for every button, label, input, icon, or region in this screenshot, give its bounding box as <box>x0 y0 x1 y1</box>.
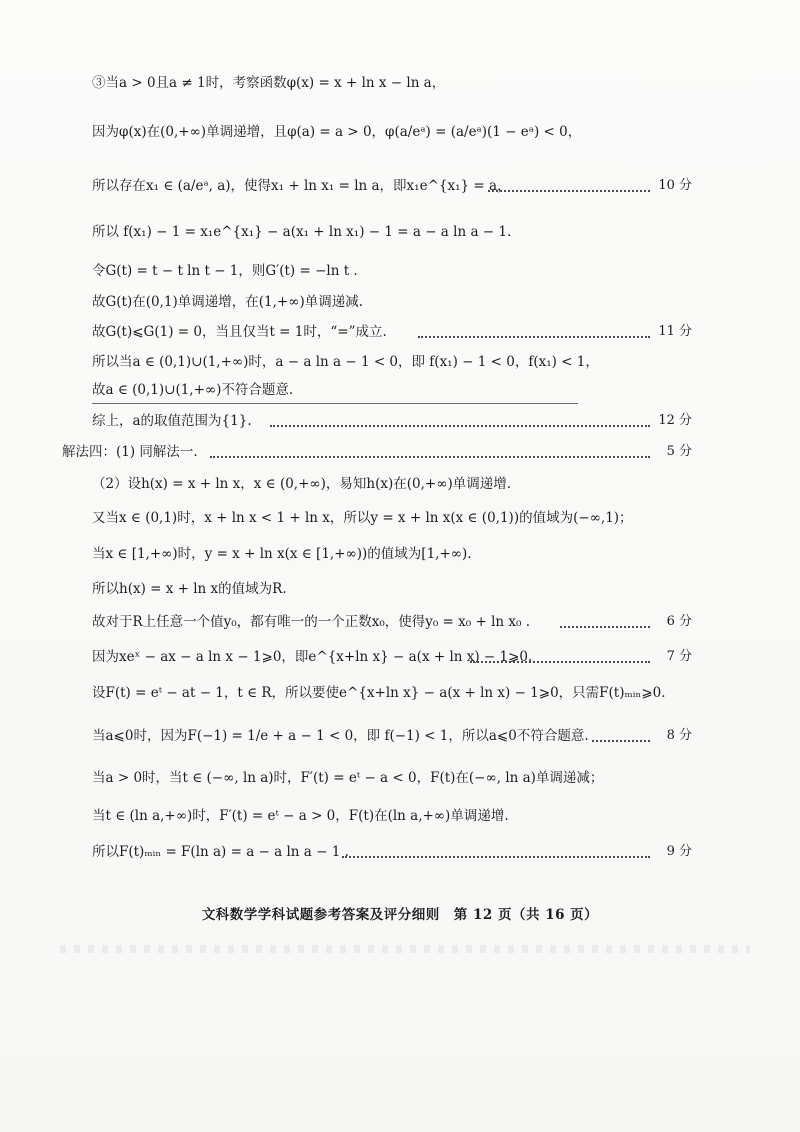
f-x1-expression: 所以 f(x₁) − 1 = x₁e^{x₁} − a(x₁ + ln x₁) − 1 = a − a ln a − 1. <box>92 224 512 240</box>
score-mark: 7 分 <box>666 649 692 664</box>
score-leader-dots <box>560 626 650 628</box>
range-on-0-1-line: 又当x ∈ (0,1)时，x + ln x < 1 + ln x，所以y = x + ln x(x ∈ (0,1))的值域为(−∞,1)； <box>92 510 633 526</box>
score-leader-dots <box>418 336 650 338</box>
scan-artifact-strip <box>60 945 750 953</box>
score-leader-dots <box>270 425 650 427</box>
existence-x1-line: 所以存在x₁ ∈ (a/eᵃ, a)，使得x₁ + ln x₁ = ln a，即x₁e^{x₁} = a， <box>92 178 511 194</box>
divider-rule <box>92 403 578 404</box>
range-on-1-inf-line: 当x ∈ [1,+∞)时，y = x + ln x(x ∈ [1,+∞))的值域为[1,+∞). <box>92 546 472 562</box>
G-max-line: 故G(t)⩽G(1) = 0，当且仅当t = 1时，“=”成立. <box>92 324 387 340</box>
case-3-intro: ③当a > 0且a ≠ 1时，考察函数φ(x) = x + ln x − ln a， <box>92 75 446 91</box>
F-decreasing-line: 当a > 0时，当t ∈ (−∞, ln a)时，F′(t) = eᵗ − a < 0，F(t)在(−∞, ln a)单调递减； <box>92 770 604 786</box>
score-leader-dots <box>592 740 650 742</box>
score-leader-dots <box>470 661 650 663</box>
score-mark: 11 分 <box>658 324 692 339</box>
F-increasing-line: 当t ∈ (ln a,+∞)时，F′(t) = eᵗ − a > 0，F(t)在(ln a,+∞)单调递增. <box>92 808 509 824</box>
define-h-line: （2）设h(x) = x + ln x，x ∈ (0,+∞)，易知h(x)在(0,+∞)单调递增. <box>92 476 512 492</box>
score-mark: 5 分 <box>666 444 692 459</box>
case-a-nonpositive-line: 当a⩽0时，因为F(−1) = 1/e + a − 1 < 0，即 f(−1) < 1，所以a⩽0不符合题意. <box>92 728 589 744</box>
phi-monotonic-line: 因为φ(x)在(0,+∞)单调递增，且φ(a) = a > 0，φ(a/eᵃ) = (a/eᵃ)(1 − eᵃ) < 0， <box>92 124 582 140</box>
score-mark: 10 分 <box>658 178 692 193</box>
conclusion-inequality: 所以当a ∈ (0,1)∪(1,+∞)时，a − a ln a − 1 < 0，即 f(x₁) − 1 < 0，f(x₁) < 1， <box>92 354 599 370</box>
define-F-line: 设F(t) = eᵗ − at − 1，t ∈ R，所以要使e^{x+ln x} − a(x + ln x) − 1⩾0，只需F(t)ₘᵢₙ⩾0. <box>92 685 666 701</box>
summary-line: 综上，a的取值范围为{1}. <box>92 413 252 429</box>
score-leader-dots <box>210 456 650 458</box>
rewrite-inequality-line: 因为xeˣ − ax − a ln x − 1⩾0，即e^{x+ln x} − a(x + ln x) − 1⩾0. <box>92 649 533 665</box>
score-mark: 8 分 <box>666 728 692 743</box>
score-leader-dots <box>488 190 650 192</box>
G-monotonic-line: 故G(t)在(0,1)单调递增，在(1,+∞)单调递减. <box>92 294 364 310</box>
not-satisfy-line: 故a ∈ (0,1)∪(1,+∞)不符合题意. <box>92 382 294 398</box>
score-mark: 12 分 <box>658 413 692 428</box>
unique-x0-line: 故对于R上任意一个值y₀，都有唯一的一个正数x₀，使得y₀ = x₀ + ln x₀ . <box>92 614 530 630</box>
define-G-line: 令G(t) = t − t ln t − 1，则G′(t) = −ln t . <box>92 263 358 279</box>
F-min-line: 所以F(t)ₘᵢₙ = F(ln a) = a − a ln a − 1 . <box>92 844 349 860</box>
score-mark: 6 分 <box>666 614 692 629</box>
score-leader-dots <box>342 856 650 858</box>
range-of-h-line: 所以h(x) = x + ln x的值域为R. <box>92 581 287 597</box>
method-four-heading: 解法四：(1) 同解法一. <box>62 444 198 460</box>
score-mark: 9 分 <box>666 844 692 859</box>
page-footer: 文科数学学科试题参考答案及评分细则 第 12 页（共 16 页） <box>201 907 599 923</box>
